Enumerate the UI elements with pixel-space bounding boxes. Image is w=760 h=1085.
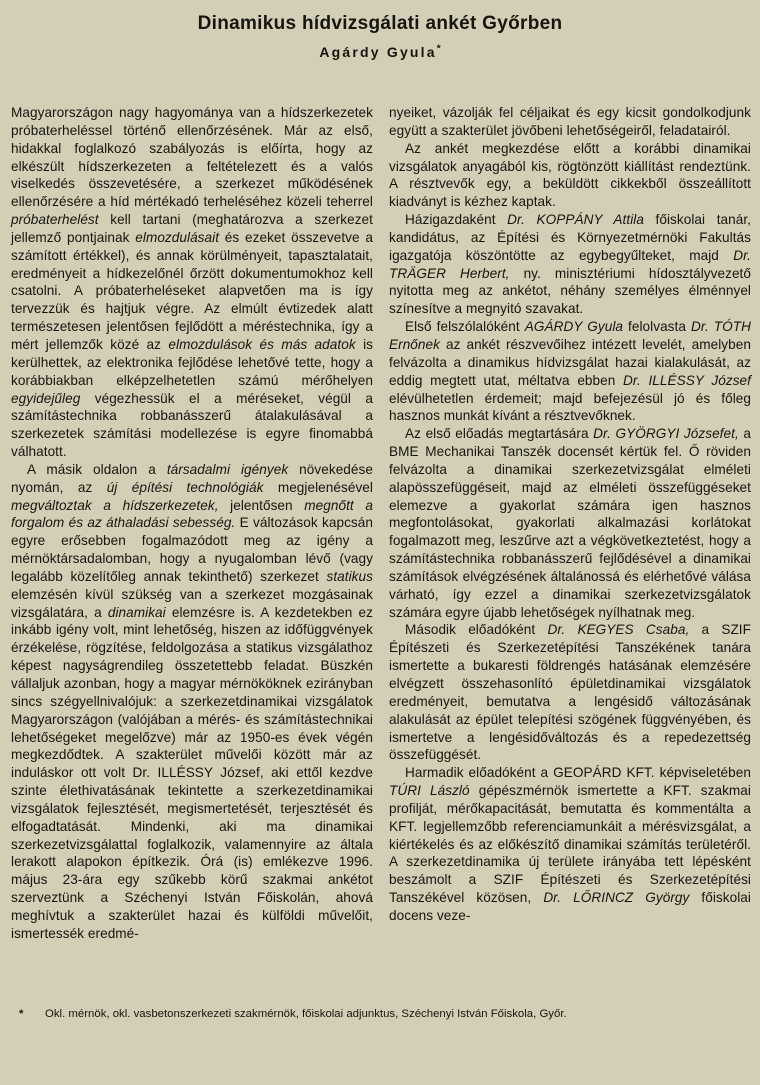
paragraph: A másik oldalon a társadalmi igények növekedése nyomán, az új építési technológiák megjelenésével megváltoztak a hídszerkezetek, jelentősen megnőtt a forgalom és az áthaladási sebesség. E változások kapcsán egyre erősebben fogalmazódott meg az igény a mérnöktársadalomban, hogy a nyugalomban lévő (vagy legalább közelítőleg annak tekinthető) szerkezet statikus elemzésén kívül szükség van a szerkezet mozgásainak vizsgálatára, a dinamikai elemzésre is. A kezdetekben ez inkább igény volt, mint lehetőség, hiszen az időfüggvények érzékelése, rögzítése, feldolgozása a statikus vizsgálathoz képest nagyságrendileg összetettebb feladat. Büszkén vállaljuk azonban, hogy a magyar mérnököknek ezirányban sincs szégyellnivalójuk: a szerkezetdinamikai vizsgálatok Magyarországon (valójában a mérés- és számítástechnikai lehetőségeket megelőzve) már az 1950-es évek végén megkezdődtek. A szakterület művelői között már az induláskor ott volt Dr. ILLÉSSY József, aki ettől kezdve szinte élethivatásának tekintette a szerkezetdinamikai vizsgálatok fejlesztését, megismertetését, terjesztését és elfogadtatását. Mindenki, aki ma dinamikai szerkezetvizsgálattal foglalkozik, valamennyire az általa lerakott alapokon építkezik. Órá (is) emlékezve 1996. május 23-ára egy szűkebb körű szakmai ankétot szerveztünk a Széchenyi István Főiskolán, ahová meghívtuk a szakterület hazai és külföldi művelőit, ismertessék eredmé- xyxy=(11,461,373,941)
paragraph: Magyarországon nagy hagyománya van a hídszerkezetek próbaterheléssel történő ellenőrzésének. Már az első, hidakkal foglalkozó szabályozás is előírta, hogy az elkészült hídszerkezeten a feltételezett és a valós viselkedés összevetésére, a szerkezet működésének ellenőrzésére a híd mértékadó terheléséhez közeli teherrel próbaterhelést kell tartani (meghatározva a szerkezet jellemző pontjainak elmozdulásait és ezeket összevetve a számított értékkel), és annak körülményeit, tapasztalatait, eredményeit a hídkezelőnél őrzött dokumentumokhoz kell csatolni. A próbaterheléseket alapvetően ma is így tervezzük és hajtjuk végre. Az elmúlt évtizedek alatt természetesen jelentősen fejlődött a méréstechnika, így a mért jellemzők közé az elmozdulások és más adatok is kerülhettek, az elektronika fejlődése lehetővé tette, hogy a korábbiakban elképzelhetetlen számú mérőhelyen egyidejűleg végezhessük el a méréseket, végül a számítástechnika robbanásszerű átalakulásával a szerkezetek számítási modellezése is egyre finomabbá válhatott. xyxy=(11,105,373,460)
page-title: Dinamikus hídvizsgálati ankét Győrben xyxy=(197,13,563,34)
author-name: Agárdy Gyula xyxy=(319,44,437,60)
paragraph: Második előadóként Dr. KEGYES Csaba, a SZIF Építészeti és Szerkezetépítési Tanszékének tanára ismertette a bukaresti földrengés hatásának elemzésére elvégzett összehasonlító épületdinamikai vizsgálatok eredményeit, bemutatva a lengésidő változásának alakulását az épület telepítési szögének függvényében, és ismertetve a lengésidőváltozás és a repedezettség összefüggését. xyxy=(389,622,751,763)
paragraph: Első felszólalóként AGÁRDY Gyula felolvasta Dr. TÓTH Ernőnek az ankét részvevőihez intézett levelét, amelyben felvázolta a dinamikus hídvizsgálat hazai kialakulását, az eddig megtett utat, méltatva ebben Dr. ILLÉSSY József elévülhetetlen érdemeit; majd befejezésül jó és főleg hasznos munkát kívánt a résztvevőknek. xyxy=(389,319,751,424)
paragraph: Az ankét megkezdése előtt a korábbi dinamikai vizsgálatok anyagából kis, rögtönzött kiállítást rendeztünk. A résztvevők egy, a beküldött cikkekből összeállított kiadványt is kézhez kaptak. xyxy=(389,140,751,210)
author-line xyxy=(0,44,760,60)
paragraph: Harmadik előadóként a GEOPÁRD KFT. képviseletében TÚRI László gépészmérnök ismertette a KFT. szakmai profilját, mérőkapacitását, bemutatta és kommentálta a KFT. legjellemzőbb referenciamunkáit a mérésvizsgálat, a kiértékelés és az előkészítő dinamikai számítás területéről. A szerkezetdinamika új területe irányába tett lépésként beszámolt a SZIF Építészeti és Szerkezetépítési Tanszékével közösen, Dr. LŐRINCZ György főiskolai docens veze- xyxy=(389,765,751,923)
footnote xyxy=(11,1007,751,1021)
paragraph: Az első előadás megtartására Dr. GYÖRGYI Józsefet, a BME Mechanikai Tanszék docensét kértük fel. Ő röviden felvázolta a dinamikai szerkezetvizsgálat elméleti alapösszefüggéseit, majd az elméleti összefüggéseket elemezve a gyakorlat számára igen hasznos megfontolásokat, gyakorlati alkalmazási korlátokat fogalmazott meg, leszűrve azt a végkövetkeztetést, hogy a számítástechnika robbanásszerű fejlődésével a dinamikai számítások elvégzésének általánossá és elérhetővé válása várható, így ezzel a dinamikai szerkezetvizsgálatok számára egyre újabb lehetőségek nyílhatnak meg. xyxy=(389,426,751,620)
author-footnote-mark: * xyxy=(436,43,441,55)
paragraph: Házigazdaként Dr. KOPPÁNY Attila főiskolai tanár, kandidátus, az Építési és Környezetmérnöki Fakultás igazgatója köszöntötte az egybegyűlteket, majd Dr. TRÄGER Herbert, ny. minisztériumi hídosztályvezető nyitotta meg az ankétot, néhány személyes élménnyel színesítve a megnyitó szavakat. xyxy=(389,212,752,317)
footnote-mark: * xyxy=(19,1008,24,1020)
column-left xyxy=(11,104,373,1005)
paragraph: nyeiket, vázolják fel céljaikat és egy kicsit gondolkodjunk együtt a szakterület jövőbeni lehetőségeiről, feladatairól. xyxy=(389,105,751,138)
two-column-body xyxy=(0,104,760,1005)
column-right xyxy=(389,104,751,1005)
footnote-text: Okl. mérnök, okl. vasbetonszerkezeti szakmérnök, főiskolai adjunktus, Széchenyi István Főiskola, Győr. xyxy=(45,1008,567,1020)
page-header xyxy=(0,0,760,60)
